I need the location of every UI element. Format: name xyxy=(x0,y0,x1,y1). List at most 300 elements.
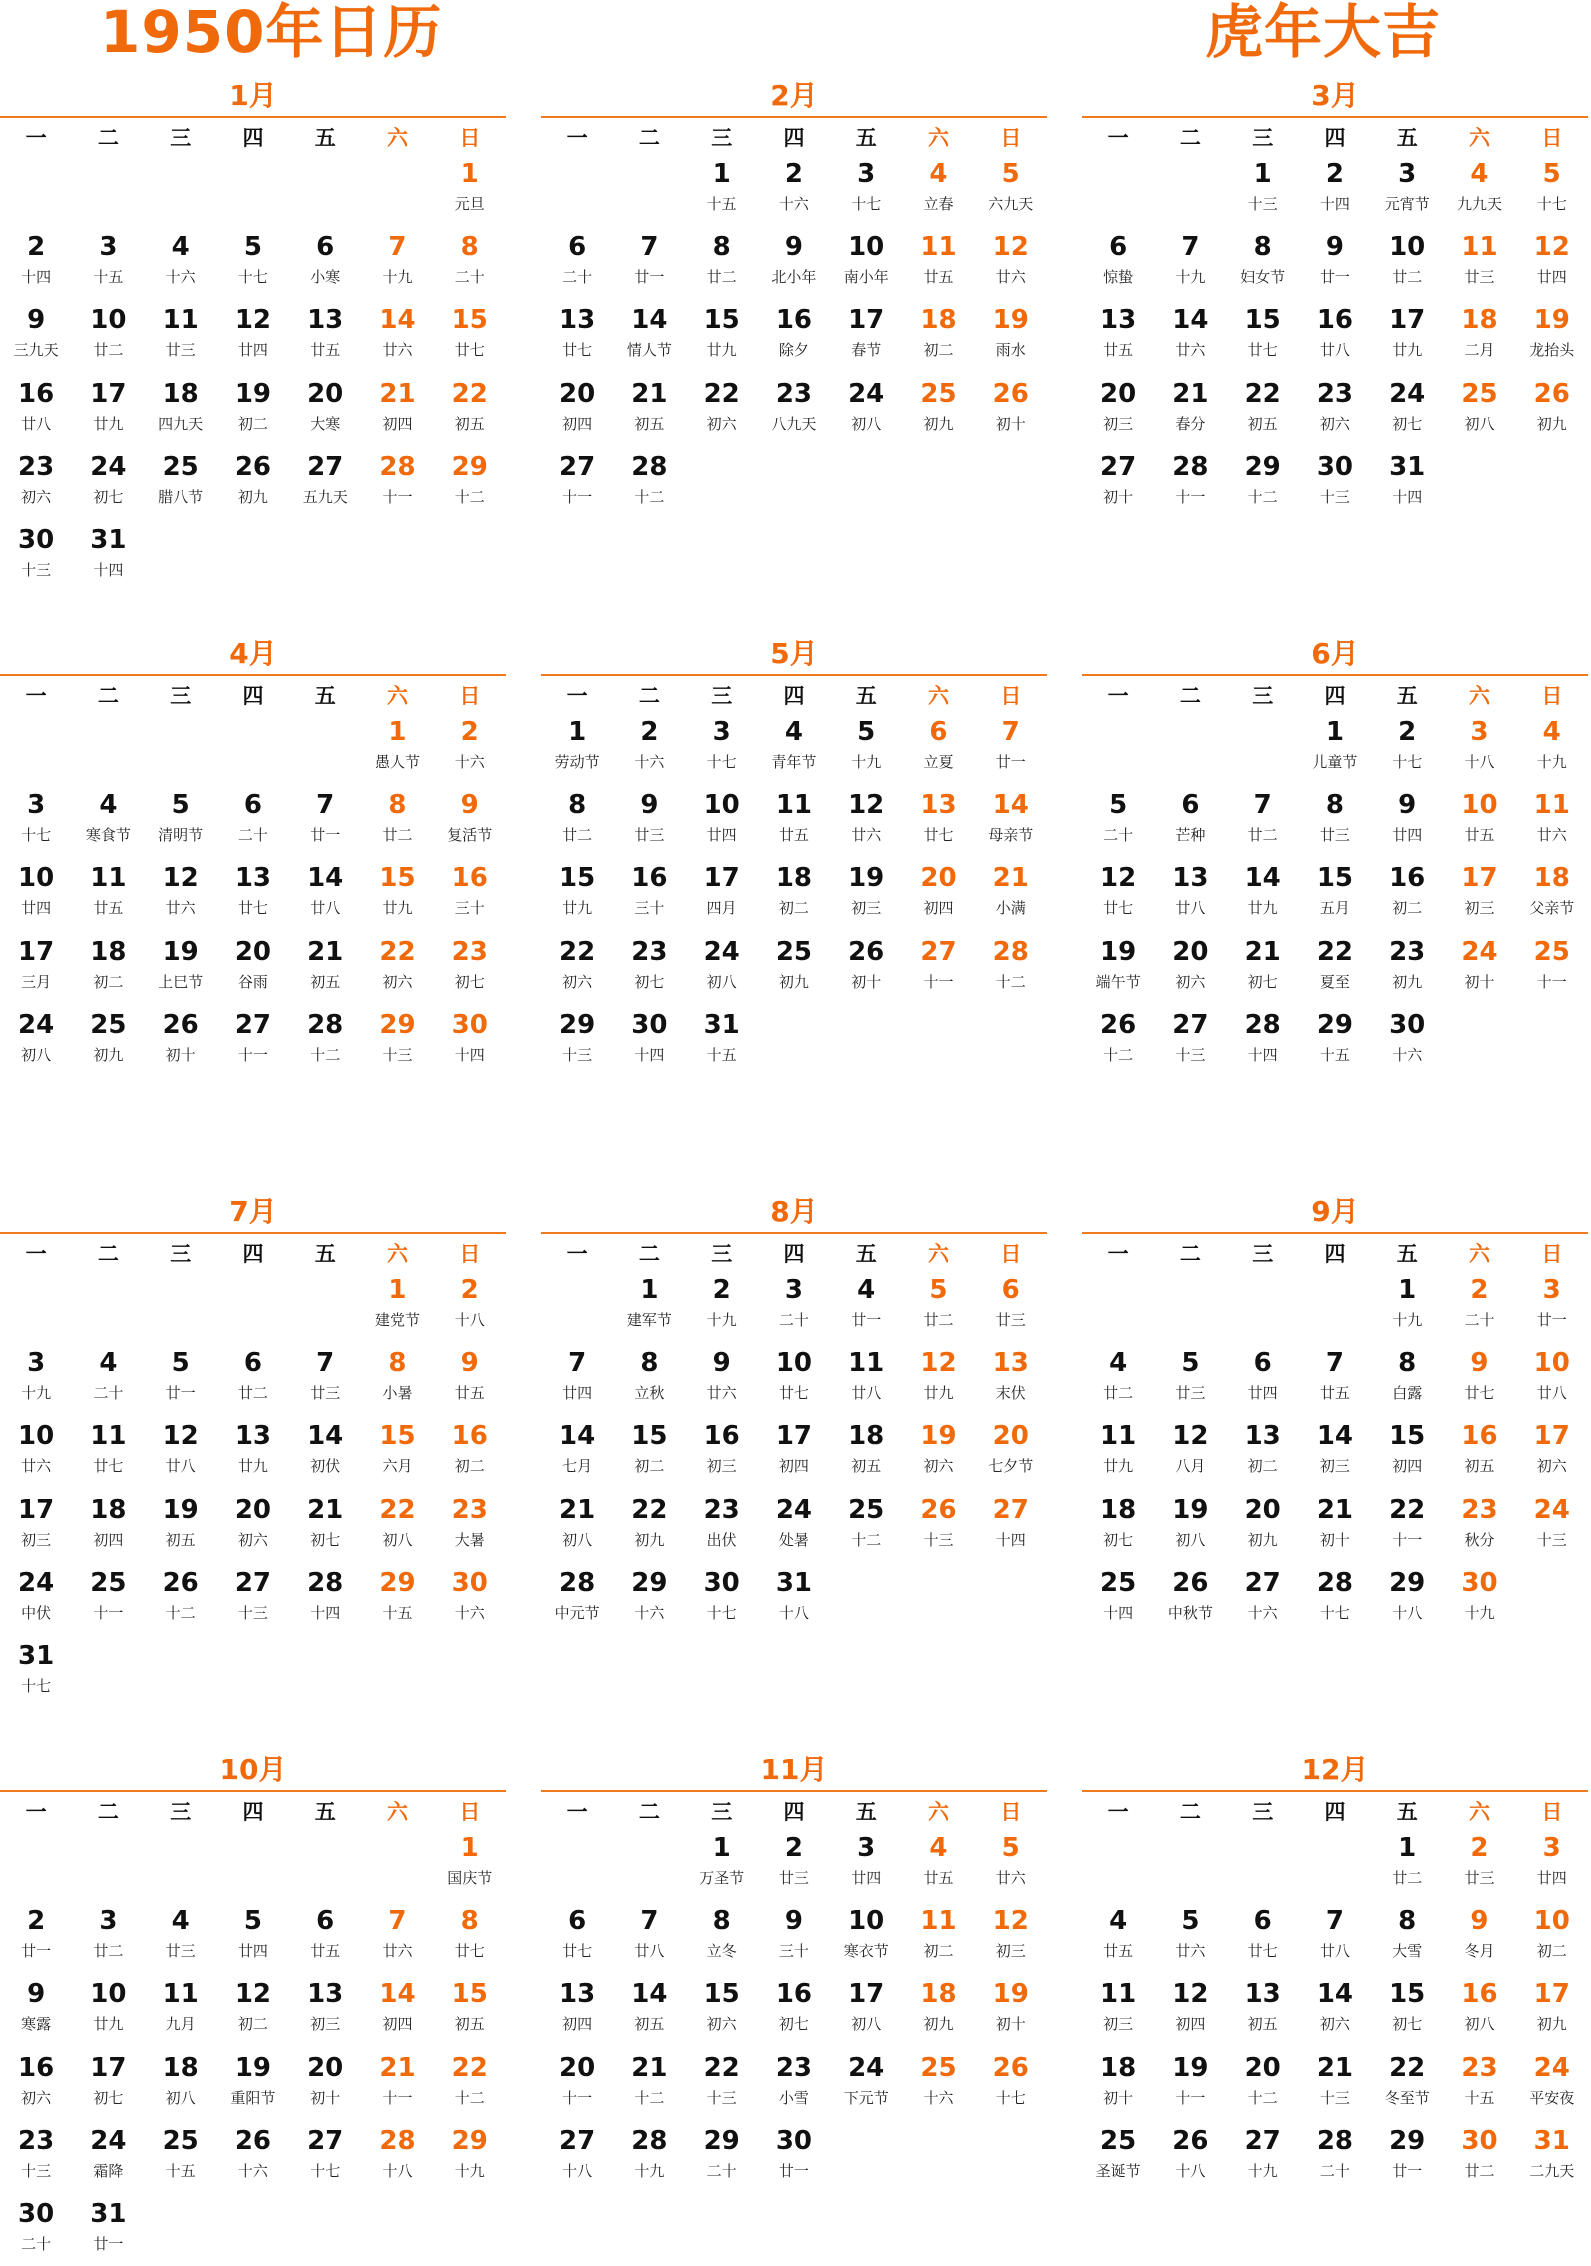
day-cell[interactable] xyxy=(1371,298,1443,371)
day-cell[interactable] xyxy=(1516,1972,1588,2045)
day-cell[interactable] xyxy=(72,1003,144,1076)
day-cell[interactable] xyxy=(1516,930,1588,1003)
day-cell[interactable] xyxy=(541,2119,613,2192)
day-cell[interactable] xyxy=(830,710,902,783)
day-cell[interactable] xyxy=(1371,1899,1443,1972)
day-cell[interactable] xyxy=(975,1826,1047,1899)
day-cell[interactable] xyxy=(541,783,613,856)
day-cell[interactable] xyxy=(1443,710,1515,783)
day-cell[interactable] xyxy=(613,1972,685,2045)
day-cell[interactable] xyxy=(1227,1561,1299,1634)
day-cell[interactable] xyxy=(686,930,758,1003)
day-cell[interactable] xyxy=(361,2046,433,2119)
day-cell[interactable] xyxy=(1516,372,1588,445)
day-cell[interactable] xyxy=(686,298,758,371)
day-cell[interactable] xyxy=(289,225,361,298)
day-cell[interactable] xyxy=(541,1488,613,1561)
day-cell[interactable] xyxy=(1443,783,1515,856)
day-cell[interactable] xyxy=(0,783,72,856)
day-cell[interactable] xyxy=(289,1341,361,1414)
day-cell[interactable] xyxy=(72,2046,144,2119)
day-cell[interactable] xyxy=(1299,1972,1371,2045)
day-cell[interactable] xyxy=(541,930,613,1003)
day-cell[interactable] xyxy=(758,298,830,371)
day-cell[interactable] xyxy=(902,856,974,929)
day-cell[interactable] xyxy=(217,2046,289,2119)
day-cell[interactable] xyxy=(686,225,758,298)
day-cell[interactable] xyxy=(686,152,758,225)
day-cell[interactable] xyxy=(1227,152,1299,225)
day-cell[interactable] xyxy=(289,2119,361,2192)
day-cell[interactable] xyxy=(758,1414,830,1487)
day-cell[interactable] xyxy=(1082,930,1154,1003)
day-cell[interactable] xyxy=(758,2119,830,2192)
day-cell[interactable] xyxy=(1443,856,1515,929)
day-cell[interactable] xyxy=(1371,1268,1443,1341)
day-cell[interactable] xyxy=(434,710,506,783)
day-cell[interactable] xyxy=(145,2119,217,2192)
day-cell[interactable] xyxy=(289,372,361,445)
day-cell[interactable] xyxy=(1443,2119,1515,2192)
day-cell[interactable] xyxy=(1299,2046,1371,2119)
day-cell[interactable] xyxy=(217,2119,289,2192)
day-cell[interactable] xyxy=(758,710,830,783)
day-cell[interactable] xyxy=(361,1899,433,1972)
day-cell[interactable] xyxy=(145,298,217,371)
day-cell[interactable] xyxy=(0,856,72,929)
day-cell[interactable] xyxy=(686,1899,758,1972)
day-cell[interactable] xyxy=(1227,298,1299,371)
day-cell[interactable] xyxy=(758,930,830,1003)
day-cell[interactable] xyxy=(217,1341,289,1414)
day-cell[interactable] xyxy=(145,1899,217,1972)
day-cell[interactable] xyxy=(1443,1826,1515,1899)
day-cell[interactable] xyxy=(975,710,1047,783)
day-cell[interactable] xyxy=(1371,856,1443,929)
day-cell[interactable] xyxy=(613,1003,685,1076)
day-cell[interactable] xyxy=(1443,2046,1515,2119)
day-cell[interactable] xyxy=(1082,856,1154,929)
day-cell[interactable] xyxy=(72,1899,144,1972)
day-cell[interactable] xyxy=(1371,152,1443,225)
day-cell[interactable] xyxy=(1227,1414,1299,1487)
day-cell[interactable] xyxy=(902,783,974,856)
day-cell[interactable] xyxy=(72,783,144,856)
day-cell[interactable] xyxy=(541,1003,613,1076)
day-cell[interactable] xyxy=(434,2046,506,2119)
day-cell[interactable] xyxy=(145,856,217,929)
day-cell[interactable] xyxy=(758,1826,830,1899)
day-cell[interactable] xyxy=(1371,710,1443,783)
day-cell[interactable] xyxy=(758,372,830,445)
day-cell[interactable] xyxy=(1299,1341,1371,1414)
day-cell[interactable] xyxy=(145,1414,217,1487)
day-cell[interactable] xyxy=(1299,1899,1371,1972)
day-cell[interactable] xyxy=(1371,1341,1443,1414)
day-cell[interactable] xyxy=(72,518,144,591)
day-cell[interactable] xyxy=(1082,2119,1154,2192)
day-cell[interactable] xyxy=(758,1341,830,1414)
day-cell[interactable] xyxy=(1082,1341,1154,1414)
day-cell[interactable] xyxy=(1154,225,1226,298)
day-cell[interactable] xyxy=(613,856,685,929)
day-cell[interactable] xyxy=(217,1488,289,1561)
day-cell[interactable] xyxy=(434,298,506,371)
day-cell[interactable] xyxy=(1227,1899,1299,1972)
day-cell[interactable] xyxy=(1227,1003,1299,1076)
day-cell[interactable] xyxy=(1443,1561,1515,1634)
day-cell[interactable] xyxy=(72,445,144,518)
day-cell[interactable] xyxy=(758,1899,830,1972)
day-cell[interactable] xyxy=(686,1341,758,1414)
day-cell[interactable] xyxy=(1154,1341,1226,1414)
day-cell[interactable] xyxy=(541,298,613,371)
day-cell[interactable] xyxy=(1371,2119,1443,2192)
day-cell[interactable] xyxy=(1154,1972,1226,2045)
day-cell[interactable] xyxy=(1299,2119,1371,2192)
day-cell[interactable] xyxy=(1516,152,1588,225)
day-cell[interactable] xyxy=(0,2046,72,2119)
day-cell[interactable] xyxy=(145,1488,217,1561)
day-cell[interactable] xyxy=(902,1488,974,1561)
day-cell[interactable] xyxy=(1227,783,1299,856)
day-cell[interactable] xyxy=(289,1899,361,1972)
day-cell[interactable] xyxy=(902,2046,974,2119)
day-cell[interactable] xyxy=(541,1899,613,1972)
day-cell[interactable] xyxy=(217,445,289,518)
day-cell[interactable] xyxy=(613,225,685,298)
day-cell[interactable] xyxy=(1516,1488,1588,1561)
day-cell[interactable] xyxy=(541,856,613,929)
day-cell[interactable] xyxy=(1082,1899,1154,1972)
day-cell[interactable] xyxy=(1082,2046,1154,2119)
day-cell[interactable] xyxy=(145,372,217,445)
day-cell[interactable] xyxy=(902,1268,974,1341)
day-cell[interactable] xyxy=(758,2046,830,2119)
day-cell[interactable] xyxy=(361,783,433,856)
day-cell[interactable] xyxy=(613,1899,685,1972)
day-cell[interactable] xyxy=(289,1488,361,1561)
day-cell[interactable] xyxy=(1299,930,1371,1003)
day-cell[interactable] xyxy=(830,856,902,929)
day-cell[interactable] xyxy=(145,1561,217,1634)
day-cell[interactable] xyxy=(1516,710,1588,783)
day-cell[interactable] xyxy=(289,1003,361,1076)
day-cell[interactable] xyxy=(361,1003,433,1076)
day-cell[interactable] xyxy=(1516,856,1588,929)
day-cell[interactable] xyxy=(72,1414,144,1487)
day-cell[interactable] xyxy=(145,2046,217,2119)
day-cell[interactable] xyxy=(72,1972,144,2045)
day-cell[interactable] xyxy=(72,1488,144,1561)
day-cell[interactable] xyxy=(72,2192,144,2265)
day-cell[interactable] xyxy=(0,1003,72,1076)
day-cell[interactable] xyxy=(145,1972,217,2045)
day-cell[interactable] xyxy=(434,930,506,1003)
day-cell[interactable] xyxy=(72,1341,144,1414)
day-cell[interactable] xyxy=(613,2046,685,2119)
day-cell[interactable] xyxy=(361,710,433,783)
day-cell[interactable] xyxy=(434,2119,506,2192)
day-cell[interactable] xyxy=(686,1268,758,1341)
day-cell[interactable] xyxy=(1082,1003,1154,1076)
day-cell[interactable] xyxy=(1227,1341,1299,1414)
day-cell[interactable] xyxy=(902,1414,974,1487)
day-cell[interactable] xyxy=(1154,1488,1226,1561)
day-cell[interactable] xyxy=(217,372,289,445)
day-cell[interactable] xyxy=(0,1414,72,1487)
day-cell[interactable] xyxy=(975,1488,1047,1561)
day-cell[interactable] xyxy=(902,710,974,783)
day-cell[interactable] xyxy=(1154,372,1226,445)
day-cell[interactable] xyxy=(1443,225,1515,298)
day-cell[interactable] xyxy=(975,152,1047,225)
day-cell[interactable] xyxy=(1154,1414,1226,1487)
day-cell[interactable] xyxy=(1299,710,1371,783)
day-cell[interactable] xyxy=(1516,2046,1588,2119)
day-cell[interactable] xyxy=(613,1414,685,1487)
day-cell[interactable] xyxy=(830,1341,902,1414)
day-cell[interactable] xyxy=(830,930,902,1003)
day-cell[interactable] xyxy=(830,1899,902,1972)
day-cell[interactable] xyxy=(686,1972,758,2045)
day-cell[interactable] xyxy=(217,1003,289,1076)
day-cell[interactable] xyxy=(686,710,758,783)
day-cell[interactable] xyxy=(902,298,974,371)
day-cell[interactable] xyxy=(686,1414,758,1487)
day-cell[interactable] xyxy=(975,783,1047,856)
day-cell[interactable] xyxy=(217,856,289,929)
day-cell[interactable] xyxy=(902,152,974,225)
day-cell[interactable] xyxy=(1371,1561,1443,1634)
day-cell[interactable] xyxy=(1371,1826,1443,1899)
day-cell[interactable] xyxy=(541,2046,613,2119)
day-cell[interactable] xyxy=(1154,2046,1226,2119)
day-cell[interactable] xyxy=(1516,1826,1588,1899)
day-cell[interactable] xyxy=(1154,1561,1226,1634)
day-cell[interactable] xyxy=(1516,1341,1588,1414)
day-cell[interactable] xyxy=(434,1003,506,1076)
day-cell[interactable] xyxy=(902,1899,974,1972)
day-cell[interactable] xyxy=(686,1003,758,1076)
day-cell[interactable] xyxy=(902,225,974,298)
day-cell[interactable] xyxy=(217,1899,289,1972)
day-cell[interactable] xyxy=(830,1414,902,1487)
day-cell[interactable] xyxy=(1154,298,1226,371)
day-cell[interactable] xyxy=(686,856,758,929)
day-cell[interactable] xyxy=(217,930,289,1003)
day-cell[interactable] xyxy=(1227,372,1299,445)
day-cell[interactable] xyxy=(830,225,902,298)
day-cell[interactable] xyxy=(72,856,144,929)
day-cell[interactable] xyxy=(145,445,217,518)
day-cell[interactable] xyxy=(361,1972,433,2045)
day-cell[interactable] xyxy=(0,1341,72,1414)
day-cell[interactable] xyxy=(1227,445,1299,518)
day-cell[interactable] xyxy=(289,856,361,929)
day-cell[interactable] xyxy=(1516,225,1588,298)
day-cell[interactable] xyxy=(0,225,72,298)
day-cell[interactable] xyxy=(0,2119,72,2192)
day-cell[interactable] xyxy=(1516,1268,1588,1341)
day-cell[interactable] xyxy=(613,710,685,783)
day-cell[interactable] xyxy=(1371,1414,1443,1487)
day-cell[interactable] xyxy=(434,1972,506,2045)
day-cell[interactable] xyxy=(145,930,217,1003)
day-cell[interactable] xyxy=(0,930,72,1003)
day-cell[interactable] xyxy=(975,1341,1047,1414)
day-cell[interactable] xyxy=(758,152,830,225)
day-cell[interactable] xyxy=(289,1414,361,1487)
day-cell[interactable] xyxy=(1443,930,1515,1003)
day-cell[interactable] xyxy=(1082,445,1154,518)
day-cell[interactable] xyxy=(289,2046,361,2119)
day-cell[interactable] xyxy=(145,1341,217,1414)
day-cell[interactable] xyxy=(613,1488,685,1561)
day-cell[interactable] xyxy=(289,930,361,1003)
day-cell[interactable] xyxy=(1082,1972,1154,2045)
day-cell[interactable] xyxy=(361,1268,433,1341)
day-cell[interactable] xyxy=(902,372,974,445)
day-cell[interactable] xyxy=(0,445,72,518)
day-cell[interactable] xyxy=(975,1899,1047,1972)
day-cell[interactable] xyxy=(975,1268,1047,1341)
day-cell[interactable] xyxy=(541,1972,613,2045)
day-cell[interactable] xyxy=(758,225,830,298)
day-cell[interactable] xyxy=(830,1826,902,1899)
day-cell[interactable] xyxy=(830,783,902,856)
day-cell[interactable] xyxy=(361,225,433,298)
day-cell[interactable] xyxy=(361,298,433,371)
day-cell[interactable] xyxy=(758,1488,830,1561)
day-cell[interactable] xyxy=(72,298,144,371)
day-cell[interactable] xyxy=(217,1414,289,1487)
day-cell[interactable] xyxy=(541,1341,613,1414)
day-cell[interactable] xyxy=(613,783,685,856)
day-cell[interactable] xyxy=(613,1268,685,1341)
day-cell[interactable] xyxy=(361,445,433,518)
day-cell[interactable] xyxy=(1443,1414,1515,1487)
day-cell[interactable] xyxy=(1299,856,1371,929)
day-cell[interactable] xyxy=(830,298,902,371)
day-cell[interactable] xyxy=(1227,225,1299,298)
day-cell[interactable] xyxy=(434,856,506,929)
day-cell[interactable] xyxy=(1516,783,1588,856)
day-cell[interactable] xyxy=(541,372,613,445)
day-cell[interactable] xyxy=(361,856,433,929)
day-cell[interactable] xyxy=(217,1972,289,2045)
day-cell[interactable] xyxy=(1299,783,1371,856)
day-cell[interactable] xyxy=(434,152,506,225)
day-cell[interactable] xyxy=(434,1826,506,1899)
day-cell[interactable] xyxy=(434,1341,506,1414)
day-cell[interactable] xyxy=(686,1826,758,1899)
day-cell[interactable] xyxy=(1082,298,1154,371)
day-cell[interactable] xyxy=(434,1899,506,1972)
day-cell[interactable] xyxy=(1371,1003,1443,1076)
day-cell[interactable] xyxy=(1516,298,1588,371)
day-cell[interactable] xyxy=(361,2119,433,2192)
day-cell[interactable] xyxy=(1227,2046,1299,2119)
day-cell[interactable] xyxy=(1299,1003,1371,1076)
day-cell[interactable] xyxy=(0,1634,72,1707)
day-cell[interactable] xyxy=(0,2192,72,2265)
day-cell[interactable] xyxy=(1516,2119,1588,2192)
day-cell[interactable] xyxy=(1227,2119,1299,2192)
day-cell[interactable] xyxy=(1516,1414,1588,1487)
day-cell[interactable] xyxy=(1443,1341,1515,1414)
day-cell[interactable] xyxy=(361,930,433,1003)
day-cell[interactable] xyxy=(902,1972,974,2045)
day-cell[interactable] xyxy=(72,225,144,298)
day-cell[interactable] xyxy=(975,225,1047,298)
day-cell[interactable] xyxy=(1227,856,1299,929)
day-cell[interactable] xyxy=(1371,1488,1443,1561)
day-cell[interactable] xyxy=(1299,225,1371,298)
day-cell[interactable] xyxy=(1154,2119,1226,2192)
day-cell[interactable] xyxy=(1371,1972,1443,2045)
day-cell[interactable] xyxy=(1082,225,1154,298)
day-cell[interactable] xyxy=(1154,1003,1226,1076)
day-cell[interactable] xyxy=(975,2046,1047,2119)
day-cell[interactable] xyxy=(145,783,217,856)
day-cell[interactable] xyxy=(613,1341,685,1414)
day-cell[interactable] xyxy=(145,1003,217,1076)
day-cell[interactable] xyxy=(72,2119,144,2192)
day-cell[interactable] xyxy=(758,783,830,856)
day-cell[interactable] xyxy=(686,1488,758,1561)
day-cell[interactable] xyxy=(0,298,72,371)
day-cell[interactable] xyxy=(541,1561,613,1634)
day-cell[interactable] xyxy=(434,783,506,856)
day-cell[interactable] xyxy=(1371,2046,1443,2119)
day-cell[interactable] xyxy=(1154,445,1226,518)
day-cell[interactable] xyxy=(217,225,289,298)
day-cell[interactable] xyxy=(1299,372,1371,445)
day-cell[interactable] xyxy=(1371,783,1443,856)
day-cell[interactable] xyxy=(217,298,289,371)
day-cell[interactable] xyxy=(541,1414,613,1487)
day-cell[interactable] xyxy=(613,445,685,518)
day-cell[interactable] xyxy=(902,1826,974,1899)
day-cell[interactable] xyxy=(434,225,506,298)
day-cell[interactable] xyxy=(434,372,506,445)
day-cell[interactable] xyxy=(975,1414,1047,1487)
day-cell[interactable] xyxy=(0,1488,72,1561)
day-cell[interactable] xyxy=(289,298,361,371)
day-cell[interactable] xyxy=(541,710,613,783)
day-cell[interactable] xyxy=(361,1414,433,1487)
day-cell[interactable] xyxy=(758,1268,830,1341)
day-cell[interactable] xyxy=(217,1561,289,1634)
day-cell[interactable] xyxy=(1299,1488,1371,1561)
day-cell[interactable] xyxy=(830,372,902,445)
day-cell[interactable] xyxy=(0,1972,72,2045)
day-cell[interactable] xyxy=(613,298,685,371)
day-cell[interactable] xyxy=(1443,298,1515,371)
day-cell[interactable] xyxy=(686,1561,758,1634)
day-cell[interactable] xyxy=(434,1488,506,1561)
day-cell[interactable] xyxy=(758,1561,830,1634)
day-cell[interactable] xyxy=(830,152,902,225)
day-cell[interactable] xyxy=(1299,298,1371,371)
day-cell[interactable] xyxy=(145,225,217,298)
day-cell[interactable] xyxy=(1443,372,1515,445)
day-cell[interactable] xyxy=(1154,856,1226,929)
day-cell[interactable] xyxy=(0,518,72,591)
day-cell[interactable] xyxy=(1443,1972,1515,2045)
day-cell[interactable] xyxy=(72,1561,144,1634)
